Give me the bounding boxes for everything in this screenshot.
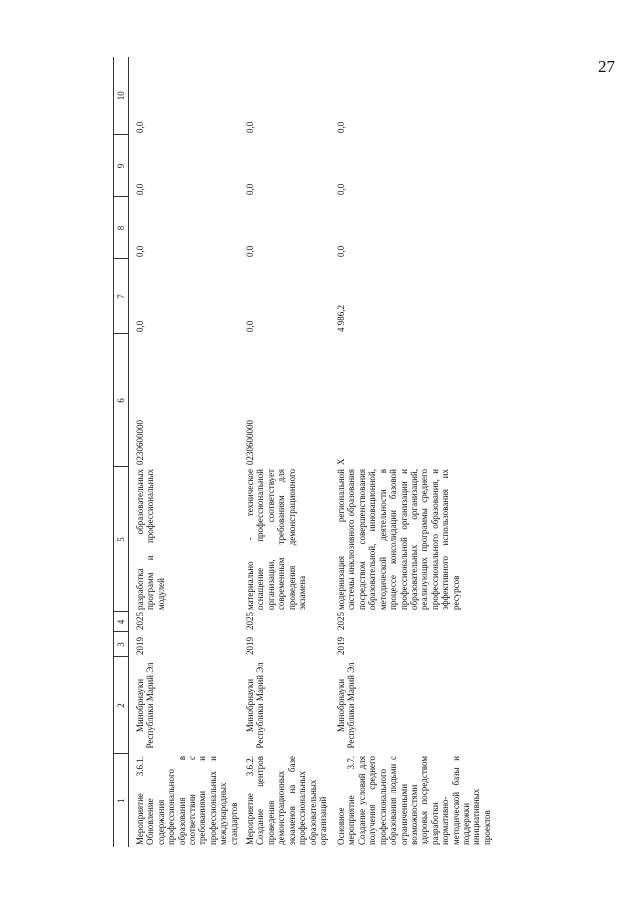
col-header-7: 7 [114, 259, 129, 334]
col-header-1: 1 [114, 754, 129, 847]
page-number: 27 [598, 57, 615, 76]
col-header-10: 10 [114, 57, 129, 135]
budget-code: 0230600000 [135, 420, 145, 465]
value-col-8: 0,0 [135, 245, 145, 257]
start-year: 2019 [336, 637, 347, 655]
value-col-7: 4 986,2 [336, 305, 347, 332]
col-header-3: 3 [114, 632, 129, 657]
table-row [330, 57, 599, 847]
end-year: 2025 [245, 612, 256, 630]
end-year: 2025 [336, 612, 347, 630]
value-col-7: 0,0 [245, 320, 256, 332]
col-header-9: 9 [114, 135, 129, 197]
budget-code: Х [336, 458, 347, 465]
header-row [114, 57, 129, 847]
table-row [239, 57, 330, 847]
expected-result: материально - техническое оснащение профессиональной организации, соответствует современным требованиям для проведения демонстрационного экзамена [245, 469, 308, 610]
col-header-8: 8 [114, 197, 129, 259]
measure-name: Основное мероприятие 3.7. Создание условий для получения среднего профессионального образования людьми с ограниченными возможностями здоровья посредством разработки нормативно-методической базы и поддержки инициативных проектов [336, 756, 492, 845]
value-col-10: 0,0 [336, 121, 347, 133]
value-col-8: 0,0 [336, 245, 347, 257]
value-col-9: 0,0 [245, 183, 256, 195]
expected-result: модернизация региональной системы инклюзивного образования посредством совершенствования образовательной, инновационной, методической деятельности в процессе консолидации базовой профессиональной организации и образовательных организаций, реализующих программы среднего профессионального образования, и эффективного использования их ресурсов [336, 469, 461, 610]
budget-code: 0230600000 [245, 420, 256, 465]
value-col-7: 0,0 [135, 320, 145, 332]
value-col-10: 0,0 [135, 121, 145, 133]
table-row [129, 57, 240, 847]
responsible-executor: Минобрнауки Республики Марий Эл [135, 662, 156, 749]
start-year: 2019 [245, 637, 256, 655]
value-col-9: 0,0 [135, 183, 145, 195]
measure-name: Мероприятие 3.6.1. Обновление содержания профессионального образования в соответствии с требованиями и профессиональных и международных стандартов [135, 756, 239, 845]
col-header-2: 2 [114, 657, 129, 754]
value-col-10: 0,0 [245, 121, 256, 133]
value-col-9: 0,0 [336, 183, 347, 195]
expected-result: разработка образовательных программ и профессиональных модулей [135, 469, 166, 610]
rotated-table-block [113, 57, 603, 847]
col-header-5: 5 [114, 467, 129, 612]
responsible-executor: Минобрнауки Республики Марий Эл [336, 662, 357, 749]
col-header-6: 6 [114, 334, 129, 467]
start-year: 2019 [135, 637, 145, 655]
measure-name: Мероприятие 3.6.2. Создание центров проведения демонстрационных экзаменов на базе профессиональных образовательных организаций [245, 756, 328, 845]
responsible-executor: Минобрнауки Республики Марий Эл [245, 662, 266, 749]
value-col-8: 0,0 [245, 245, 256, 257]
program-measures-table [113, 57, 599, 847]
col-header-4: 4 [114, 612, 129, 632]
end-year: 2025 [135, 612, 145, 630]
